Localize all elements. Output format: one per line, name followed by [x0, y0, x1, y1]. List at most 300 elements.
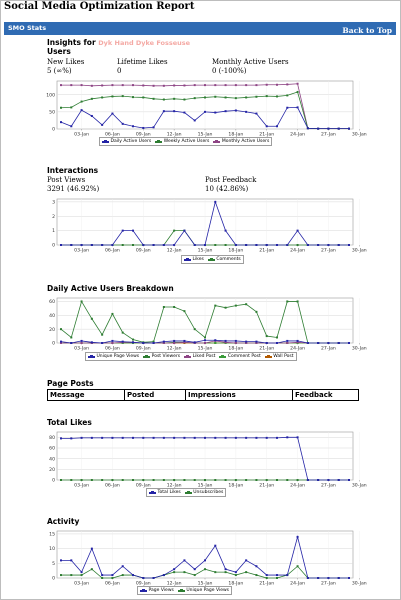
legend-marker: [265, 356, 272, 358]
data-point: [142, 244, 144, 246]
data-point: [297, 565, 299, 567]
data-point: [204, 479, 206, 481]
data-point: [225, 437, 227, 439]
x-tick-label: 30-Jan: [351, 132, 367, 138]
dau-breakdown-legend: [85, 352, 297, 361]
data-point: [245, 96, 247, 98]
data-point: [163, 437, 165, 439]
data-point: [297, 436, 299, 438]
data-point: [255, 341, 257, 343]
data-point: [183, 437, 185, 439]
data-point: [91, 341, 93, 343]
legend-label: Likes: [192, 257, 204, 262]
data-point: [255, 479, 257, 481]
data-point: [327, 577, 329, 579]
legend-label: Daily Active Users: [110, 139, 152, 144]
data-point: [122, 565, 124, 567]
data-point: [235, 342, 237, 344]
insights-heading: [47, 38, 190, 47]
data-point: [286, 436, 288, 438]
x-tick-label: 30-Jan: [351, 581, 367, 587]
data-point: [235, 244, 237, 246]
data-point: [132, 96, 134, 98]
post-feedback-value: 10 (42.86%): [205, 185, 249, 193]
data-point: [245, 303, 247, 305]
data-point: [225, 84, 227, 86]
data-point: [245, 341, 247, 343]
data-point: [245, 559, 247, 561]
data-point: [225, 244, 227, 246]
x-tick-label: 24-Jan: [290, 346, 305, 352]
x-tick-label: 21-Jan: [259, 248, 275, 254]
data-point: [348, 128, 350, 130]
data-point: [60, 559, 62, 561]
interactions-chart-legend: [181, 255, 244, 264]
data-point: [173, 437, 175, 439]
x-tick-label: 18-Jan: [228, 483, 244, 489]
chart-svg: [46, 78, 367, 142]
column-header-feedback: Feedback: [293, 390, 359, 401]
post-feedback-label: Post Feedback: [205, 176, 257, 184]
data-point: [255, 311, 257, 313]
legend-marker: [88, 356, 95, 358]
data-point: [60, 437, 62, 439]
y-tick-label: 0: [52, 341, 55, 347]
data-point: [235, 97, 237, 99]
data-point: [225, 568, 227, 570]
column-header-posted: Posted: [125, 390, 186, 401]
data-point: [173, 84, 175, 86]
activity-chart: [47, 528, 367, 591]
x-tick-label: 15-Jan: [197, 132, 213, 138]
data-point: [214, 201, 216, 203]
data-point: [348, 577, 350, 579]
new-likes-value: 5 (∞%): [47, 67, 72, 75]
chart-svg: [47, 196, 367, 258]
data-point: [204, 339, 206, 341]
dau-breakdown-heading: Daily Active Users Breakdown: [47, 284, 174, 293]
data-point: [81, 84, 83, 86]
data-point: [81, 101, 83, 103]
data-point: [255, 437, 257, 439]
data-point: [297, 340, 299, 342]
data-point: [235, 574, 237, 576]
data-point: [60, 341, 62, 343]
data-point: [91, 115, 93, 117]
x-tick-label: 15-Jan: [197, 483, 213, 489]
data-point: [204, 244, 206, 246]
data-point: [173, 244, 175, 246]
legend-marker: [219, 356, 226, 358]
x-tick-label: 21-Jan: [259, 132, 275, 138]
data-point: [81, 342, 83, 344]
legend-item: [219, 354, 260, 359]
x-tick-label: 18-Jan: [228, 346, 244, 352]
x-tick-label: 15-Jan: [197, 248, 213, 254]
x-tick-label: 21-Jan: [259, 483, 275, 489]
data-point: [183, 479, 185, 481]
data-point: [266, 577, 268, 579]
data-point: [60, 328, 62, 330]
y-tick-label: 50: [49, 110, 55, 116]
legend-item: [102, 139, 151, 144]
x-tick-label: 30-Jan: [351, 483, 367, 489]
x-tick-label: 21-Jan: [259, 581, 275, 587]
data-point: [163, 244, 165, 246]
data-point: [214, 96, 216, 98]
data-point: [163, 99, 165, 101]
data-point: [91, 437, 93, 439]
data-point: [204, 559, 206, 561]
data-point: [194, 574, 196, 576]
data-point: [153, 577, 155, 579]
data-point: [214, 305, 216, 307]
data-point: [163, 306, 165, 308]
section-header-bar: [4, 22, 396, 35]
legend-label: Weekly Active Users: [163, 139, 210, 144]
data-point: [183, 112, 185, 114]
data-point: [276, 84, 278, 86]
y-tick-label: 0: [52, 243, 55, 249]
data-point: [194, 341, 196, 343]
column-header-message: Message: [48, 390, 125, 401]
data-point: [338, 244, 340, 246]
data-point: [153, 342, 155, 344]
data-point: [81, 300, 83, 302]
data-point: [153, 126, 155, 128]
x-tick-label: 15-Jan: [197, 581, 213, 587]
data-point: [348, 479, 350, 481]
data-point: [81, 479, 83, 481]
data-point: [91, 479, 93, 481]
data-point: [286, 107, 288, 109]
x-tick-label: 27-Jan: [321, 581, 336, 587]
data-point: [153, 98, 155, 100]
data-point: [132, 339, 134, 341]
data-point: [70, 574, 72, 576]
data-point: [163, 110, 165, 112]
data-point: [266, 95, 268, 97]
data-point: [173, 571, 175, 573]
report-title: Social Media Optimization Report: [4, 1, 195, 12]
page-posts-heading: Page Posts: [47, 379, 94, 388]
data-point: [245, 111, 247, 113]
data-point: [81, 244, 83, 246]
data-point: [204, 96, 206, 98]
data-point: [111, 113, 113, 115]
data-point: [132, 125, 134, 127]
data-point: [255, 244, 257, 246]
data-point: [101, 96, 103, 98]
data-point: [307, 244, 309, 246]
data-point: [235, 109, 237, 111]
data-point: [214, 479, 216, 481]
data-point: [255, 574, 257, 576]
data-point: [122, 95, 124, 97]
x-tick-label: 12-Jan: [166, 132, 182, 138]
data-point: [60, 84, 62, 86]
users-chart-legend: [99, 137, 272, 146]
data-point: [235, 305, 237, 307]
data-point: [142, 437, 144, 439]
legend-item: [265, 354, 294, 359]
data-point: [338, 577, 340, 579]
data-point: [327, 342, 329, 344]
data-point: [122, 437, 124, 439]
data-point: [101, 342, 103, 344]
data-point: [163, 341, 165, 343]
y-tick-label: 2: [52, 214, 55, 220]
legend-label: Post Viewers: [151, 354, 181, 359]
data-point: [214, 339, 216, 341]
page-posts-table: [47, 389, 359, 401]
users-chart: [46, 78, 367, 142]
data-point: [194, 97, 196, 99]
dau-breakdown-chart: [47, 295, 367, 356]
data-point: [111, 84, 113, 86]
data-point: [163, 574, 165, 576]
data-point: [214, 342, 216, 344]
x-tick-label: 15-Jan: [197, 346, 213, 352]
data-point: [276, 479, 278, 481]
y-tick-label: 60: [49, 300, 55, 306]
legend-label: Comment Post: [227, 354, 261, 359]
data-point: [266, 342, 268, 344]
legend-marker: [184, 356, 191, 358]
data-point: [91, 568, 93, 570]
interactions-heading: Interactions: [47, 166, 99, 175]
data-point: [132, 84, 134, 86]
new-likes-label: New Likes: [47, 58, 85, 66]
data-point: [204, 437, 206, 439]
legend-item: [88, 354, 139, 359]
y-tick-label: 0: [52, 478, 55, 484]
data-point: [183, 571, 185, 573]
data-point: [60, 574, 62, 576]
data-point: [163, 85, 165, 87]
y-tick-label: 20: [49, 327, 55, 333]
data-point: [286, 244, 288, 246]
data-point: [327, 128, 329, 130]
data-point: [81, 340, 83, 342]
data-point: [286, 479, 288, 481]
total-likes-heading: Total Likes: [47, 418, 92, 427]
data-point: [235, 437, 237, 439]
data-point: [142, 342, 144, 344]
x-tick-label: 24-Jan: [290, 248, 305, 254]
data-point: [173, 306, 175, 308]
users-subheading: Users: [47, 47, 71, 56]
data-point: [286, 342, 288, 344]
x-tick-label: 06-Jan: [105, 581, 120, 587]
x-tick-label: 30-Jan: [351, 248, 367, 254]
legend-marker: [178, 590, 185, 592]
x-tick-label: 12-Jan: [166, 248, 182, 254]
data-point: [81, 574, 83, 576]
x-tick-label: 09-Jan: [135, 346, 151, 352]
data-point: [348, 342, 350, 344]
x-tick-label: 03-Jan: [74, 346, 89, 352]
data-point: [122, 230, 124, 232]
x-tick-label: 24-Jan: [290, 483, 305, 489]
data-point: [266, 574, 268, 576]
data-point: [153, 244, 155, 246]
x-tick-label: 09-Jan: [135, 132, 151, 138]
data-point: [266, 125, 268, 127]
data-point: [183, 310, 185, 312]
data-point: [255, 113, 257, 115]
legend-label: Total Likes: [157, 490, 181, 495]
data-point: [214, 437, 216, 439]
data-point: [255, 565, 257, 567]
post-views-label: Post Views: [47, 176, 86, 184]
data-point: [276, 342, 278, 344]
data-point: [122, 84, 124, 86]
data-point: [194, 328, 196, 330]
activity-legend: [137, 586, 232, 595]
legend-marker: [213, 141, 220, 143]
data-point: [101, 574, 103, 576]
data-point: [286, 94, 288, 96]
data-point: [225, 340, 227, 342]
data-point: [153, 479, 155, 481]
chart-svg: [47, 295, 367, 356]
data-point: [327, 479, 329, 481]
legend-marker: [208, 259, 215, 261]
data-point: [286, 340, 288, 342]
legend-item: [155, 139, 209, 144]
data-point: [214, 244, 216, 246]
y-tick-label: 5: [52, 561, 55, 567]
data-point: [245, 244, 247, 246]
data-point: [60, 244, 62, 246]
data-point: [204, 84, 206, 86]
data-point: [142, 84, 144, 86]
y-tick-label: 80: [49, 435, 55, 441]
data-point: [225, 479, 227, 481]
data-point: [276, 244, 278, 246]
x-tick-label: 03-Jan: [74, 483, 89, 489]
data-point: [81, 571, 83, 573]
data-point: [317, 244, 319, 246]
data-point: [70, 336, 72, 338]
data-point: [266, 479, 268, 481]
data-point: [91, 318, 93, 320]
x-tick-label: 27-Jan: [321, 248, 336, 254]
data-point: [297, 300, 299, 302]
data-point: [307, 342, 309, 344]
y-tick-label: 20: [49, 467, 55, 473]
data-point: [317, 479, 319, 481]
data-point: [255, 84, 257, 86]
data-point: [276, 577, 278, 579]
data-point: [91, 98, 93, 100]
x-tick-label: 03-Jan: [74, 248, 89, 254]
legend-label: Monthly Active Users: [221, 139, 270, 144]
data-point: [297, 83, 299, 85]
data-point: [183, 559, 185, 561]
data-point: [204, 568, 206, 570]
data-point: [101, 577, 103, 579]
data-point: [338, 128, 340, 130]
data-point: [225, 307, 227, 309]
y-tick-label: 40: [49, 457, 55, 463]
data-point: [266, 335, 268, 337]
page-name-watermark: Dyk Hand Dyke Fosseuse: [98, 39, 191, 47]
data-point: [338, 342, 340, 344]
data-point: [60, 479, 62, 481]
data-point: [266, 244, 268, 246]
legend-marker: [185, 492, 192, 494]
legend-label: Page Views: [148, 588, 174, 593]
data-point: [307, 127, 309, 129]
data-point: [173, 568, 175, 570]
back-to-top-link[interactable]: Back to Top: [342, 26, 392, 35]
data-point: [297, 106, 299, 108]
data-point: [70, 84, 72, 86]
data-point: [214, 545, 216, 547]
page-posts-header-row: [48, 390, 359, 401]
x-tick-label: 03-Jan: [74, 581, 89, 587]
data-point: [70, 559, 72, 561]
data-point: [142, 577, 144, 579]
data-point: [70, 479, 72, 481]
data-point: [307, 479, 309, 481]
data-point: [204, 342, 206, 344]
data-point: [70, 106, 72, 108]
x-tick-label: 09-Jan: [135, 248, 151, 254]
data-point: [266, 84, 268, 86]
data-point: [111, 313, 113, 315]
x-tick-label: 18-Jan: [228, 132, 244, 138]
data-point: [101, 437, 103, 439]
y-tick-label: 100: [46, 93, 55, 99]
data-point: [276, 437, 278, 439]
legend-marker: [140, 590, 147, 592]
data-point: [142, 127, 144, 129]
legend-label: Unsubscribes: [193, 490, 224, 495]
data-point: [286, 300, 288, 302]
lifetime-likes-value: 0: [117, 67, 122, 75]
y-tick-label: 0: [52, 127, 55, 133]
legend-item: [208, 257, 241, 262]
data-point: [327, 244, 329, 246]
data-point: [297, 230, 299, 232]
data-point: [194, 119, 196, 121]
data-point: [204, 111, 206, 113]
x-tick-label: 12-Jan: [166, 483, 182, 489]
monthly-active-users-value: 0 (-100%): [212, 67, 247, 75]
data-point: [286, 574, 288, 576]
insights-heading-text: Insights for: [47, 38, 96, 47]
data-point: [297, 479, 299, 481]
data-point: [297, 244, 299, 246]
data-point: [70, 437, 72, 439]
data-point: [235, 340, 237, 342]
data-point: [70, 125, 72, 127]
data-point: [101, 334, 103, 336]
data-point: [132, 479, 134, 481]
data-point: [91, 244, 93, 246]
data-point: [163, 479, 165, 481]
x-tick-label: 24-Jan: [290, 581, 305, 587]
legend-item: [143, 354, 180, 359]
x-tick-label: 18-Jan: [228, 248, 244, 254]
x-tick-label: 09-Jan: [135, 581, 151, 587]
section-title: SMO Stats: [8, 24, 47, 32]
data-point: [173, 98, 175, 100]
data-point: [194, 568, 196, 570]
